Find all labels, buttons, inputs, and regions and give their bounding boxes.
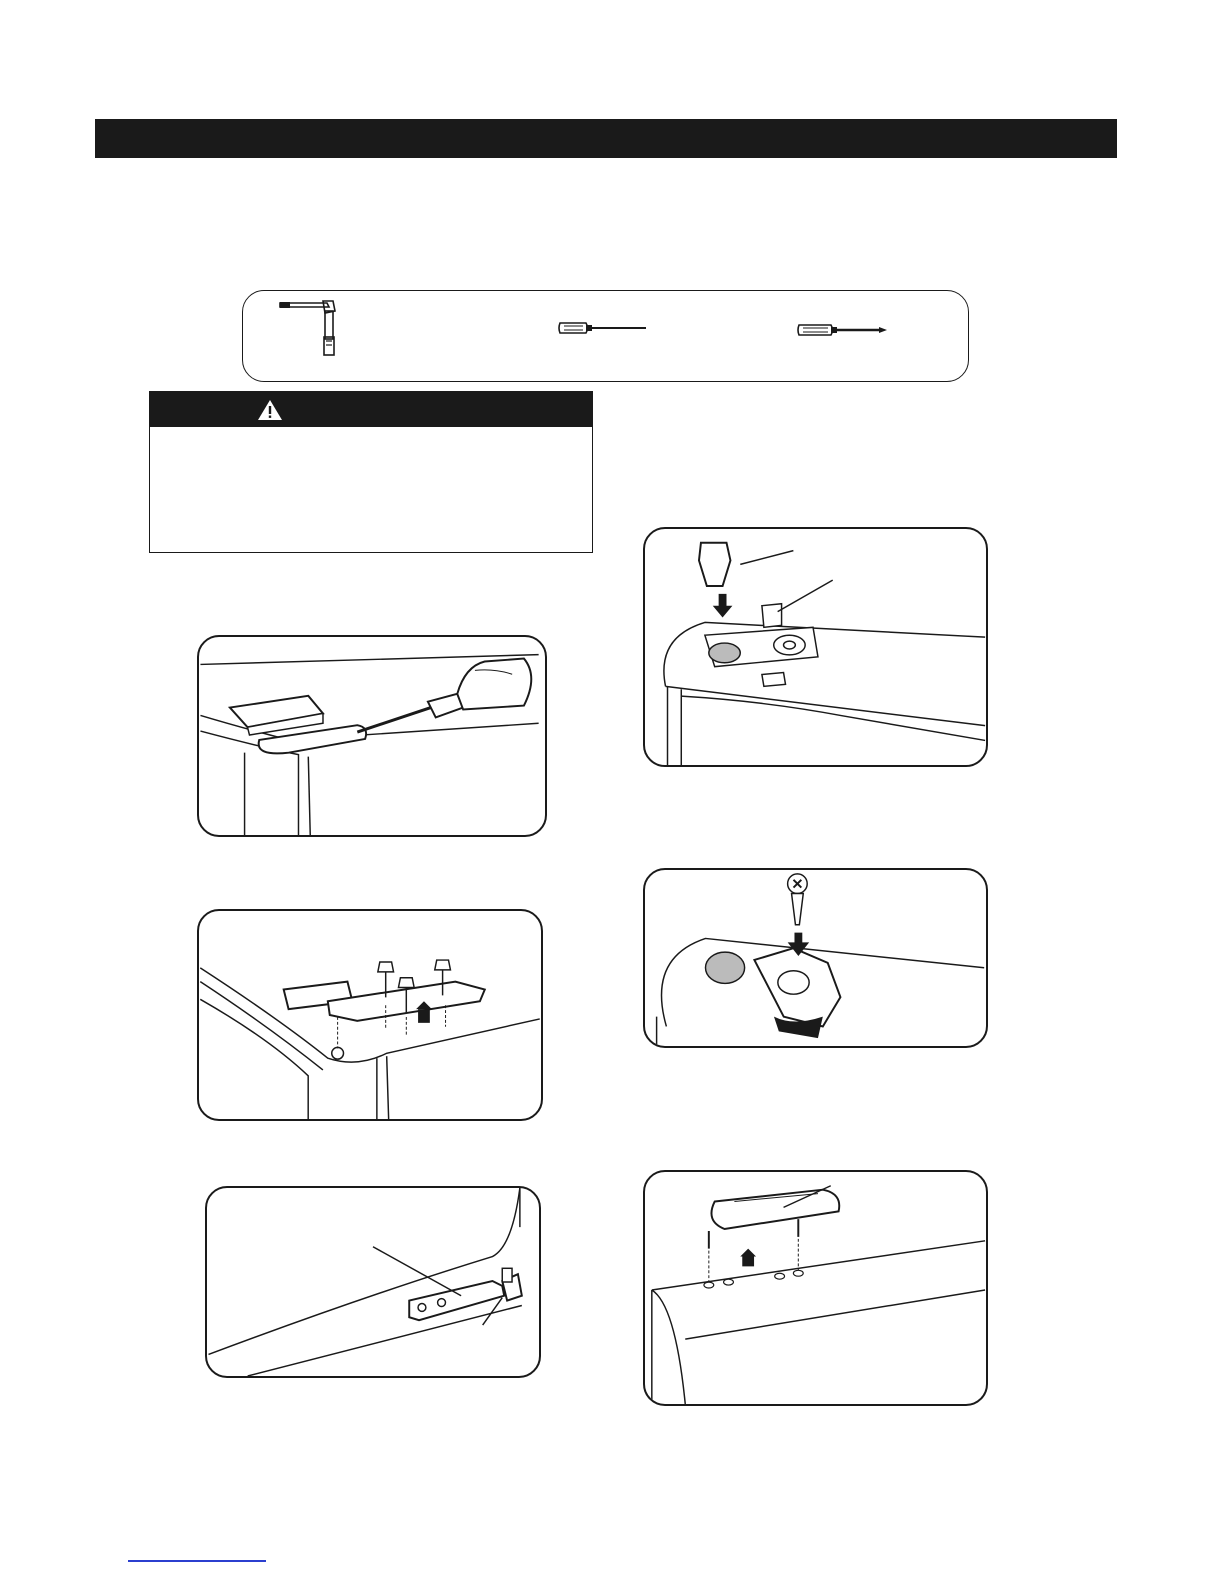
figure-remove-hinge-cover [197, 635, 547, 837]
illustration [645, 529, 986, 765]
illustration [199, 911, 541, 1119]
socket-wrench-icon [277, 297, 347, 363]
warning-box [149, 391, 593, 553]
illustration [645, 870, 986, 1046]
figure-hinge-bracket-pin [205, 1186, 541, 1378]
warning-triangle-icon [257, 399, 283, 421]
figure-insert-cap [643, 527, 988, 767]
tools-box [242, 290, 969, 382]
illustration [645, 1172, 986, 1404]
illustration [207, 1188, 539, 1376]
figure-remove-hinge-bolts [197, 909, 543, 1121]
warning-header [150, 392, 592, 427]
section-header-bar [95, 119, 1117, 158]
flat-screwdriver-icon [558, 319, 648, 337]
figure-install-hinge-cover [643, 1170, 988, 1406]
footer-link[interactable] [128, 1560, 266, 1562]
illustration [199, 637, 545, 835]
figure-install-hinge-screw [643, 868, 988, 1048]
phillips-screwdriver-icon [797, 321, 889, 339]
